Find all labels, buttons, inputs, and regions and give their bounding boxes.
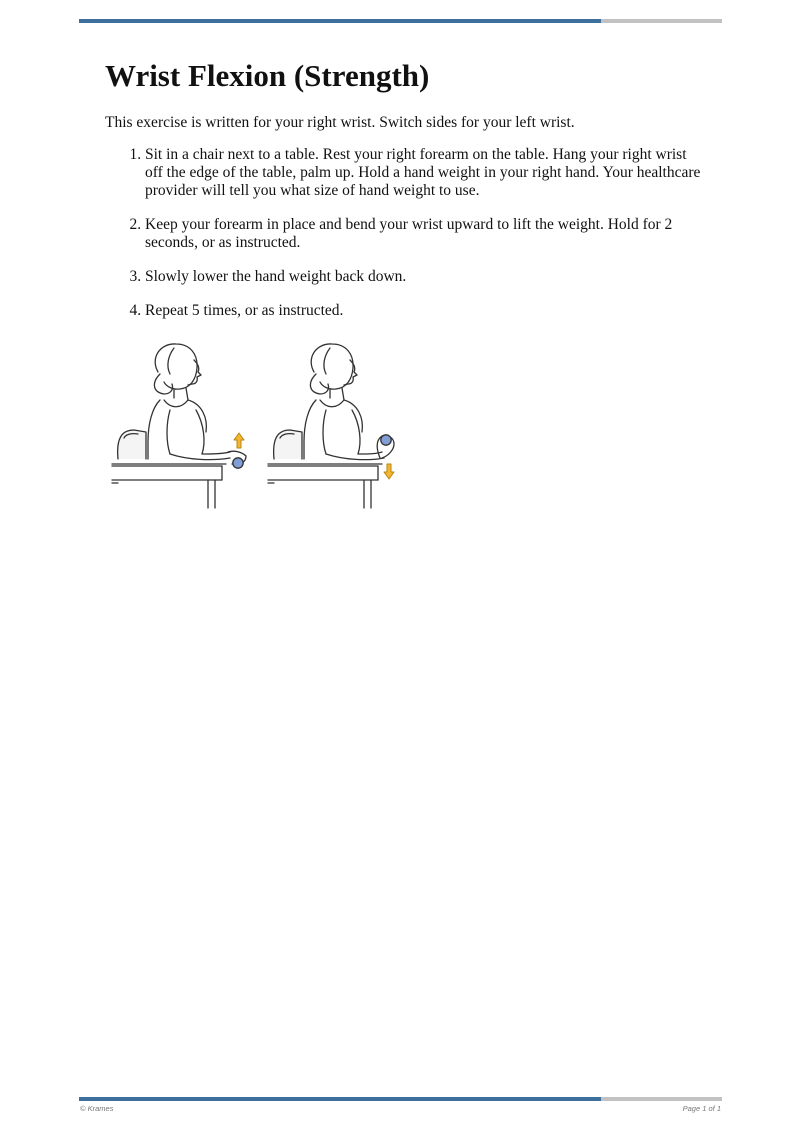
- wrist-flexion-drawing: [108, 338, 418, 513]
- step-item: 3. Slowly lower the hand weight back down.: [145, 268, 705, 286]
- arrow-down-icon: [384, 464, 394, 479]
- panel-2-figure: [268, 344, 394, 508]
- steps-list: [105, 146, 705, 320]
- copyright-text: © Krames: [80, 1104, 114, 1113]
- step-item: 1. Sit in a chair next to a table. Rest your right forearm on the table. Hang your right wrist off the edge of the table, palm up. Hold a hand weight in your right hand. Your healthcare provider will tell you what size of hand weight to use.: [145, 146, 705, 200]
- top-rule: [79, 19, 722, 23]
- top-rule-rest: [601, 19, 722, 23]
- arrow-up-icon: [234, 433, 244, 448]
- top-rule-accent: [79, 19, 601, 23]
- step-item: 4. Repeat 5 times, or as instructed.: [145, 302, 705, 320]
- bottom-rule-accent: [79, 1097, 601, 1101]
- step-item: 2. Keep your forearm in place and bend your wrist upward to lift the weight. Hold for 2 seconds, or as instructed.: [145, 216, 705, 252]
- panel-1-figure: [112, 344, 246, 508]
- page-title: Wrist Flexion (Strength): [105, 58, 430, 93]
- intro-text: This exercise is written for your right wrist. Switch sides for your left wrist.: [105, 114, 575, 131]
- document-body: [105, 56, 705, 336]
- bottom-rule: [79, 1097, 722, 1101]
- page-number: Page 1 of 1: [682, 1104, 721, 1113]
- exercise-illustration: [108, 338, 418, 513]
- bottom-rule-rest: [601, 1097, 722, 1101]
